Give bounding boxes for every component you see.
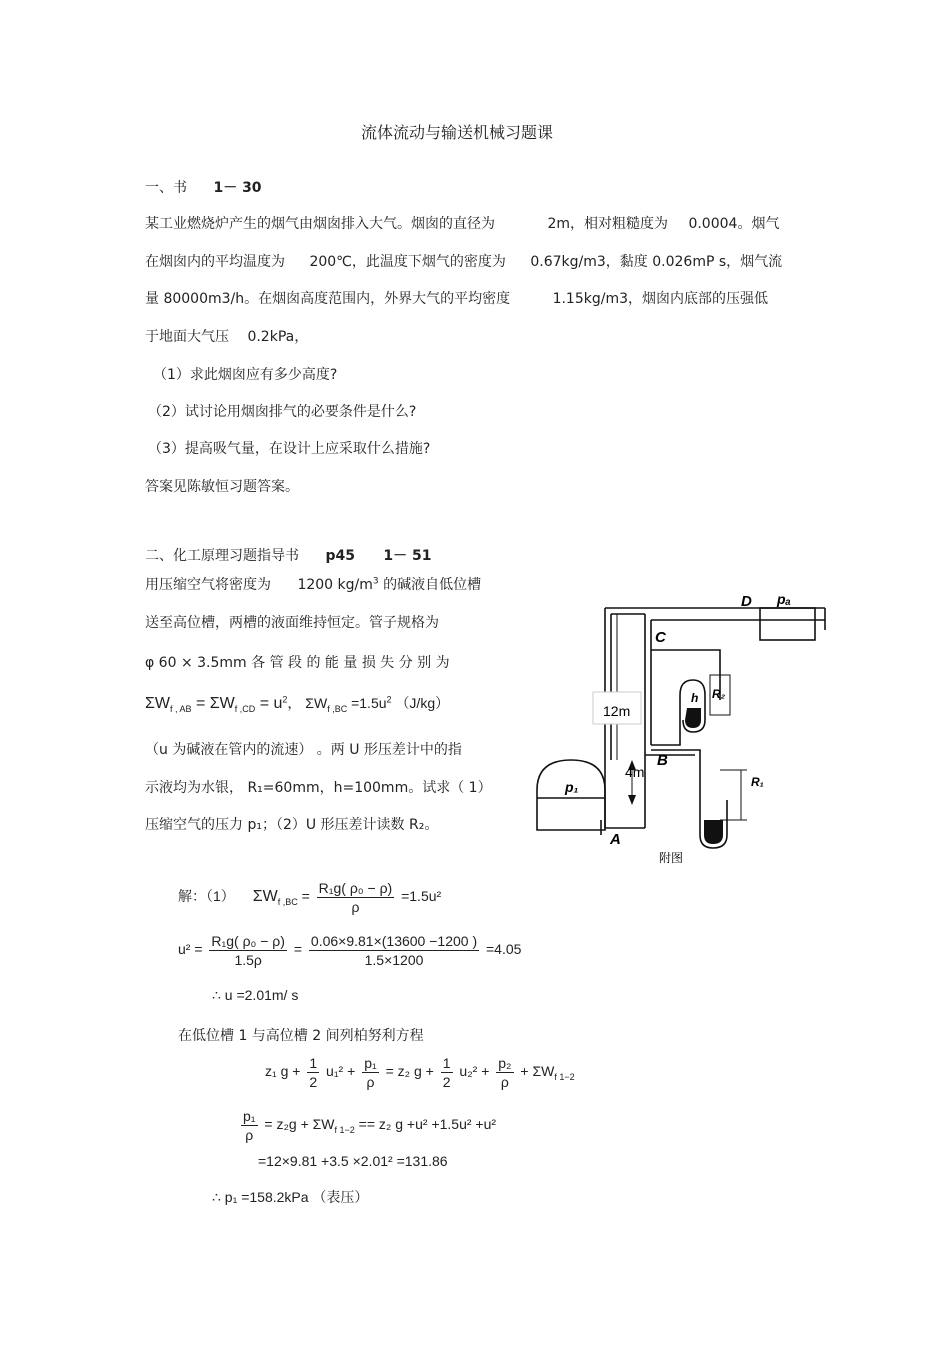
- label-R2: R₂: [712, 687, 726, 701]
- sol-e1-den: ρ: [351, 899, 360, 915]
- s2-eq-g: ， ΣW: [287, 695, 328, 711]
- sol-e4a: z₁ g +: [265, 1063, 301, 1080]
- half-den-2: 2: [442, 1074, 451, 1090]
- section2-number: 1－ 51: [383, 548, 432, 564]
- s1-answer-note: 答案见陈敏恒习题答案。: [145, 479, 299, 495]
- sol-e4e: + ΣW: [520, 1063, 555, 1080]
- solution-eq-6: =12×9.81 +3.5 ×2.01² =131.86: [258, 1153, 448, 1169]
- half-den-1: 2: [309, 1074, 318, 1090]
- label-4m: 4m: [625, 764, 645, 780]
- s1-l2-c: 0.67kg/m3，黏度 0.026mP s，烟气流: [530, 254, 783, 270]
- sol-e4d: u₂² +: [459, 1063, 490, 1080]
- p2-num: p₂: [498, 1055, 512, 1071]
- sol-e4sub: f 1−2: [554, 1072, 575, 1082]
- s2-line-6: 示液均为水银， R₁=60mm，h=100mm。试求（ 1）: [145, 780, 492, 796]
- s1-l1-c: 0.0004。烟气: [688, 216, 780, 232]
- label-h: h: [691, 691, 699, 705]
- sol-e1-fraction: [317, 880, 395, 915]
- s1-l3-a: 量 80000m3/h。在烟囱高度范围内，外界大气的平均密度: [145, 291, 511, 307]
- section1-heading-label: 一、书: [145, 180, 187, 196]
- solution-eq-3: ∴ u =2.01m/ s: [212, 987, 299, 1003]
- label-B: B: [657, 752, 668, 769]
- sol-e4-p1-frac: [362, 1055, 379, 1090]
- s1-l2-a: 在烟囱内的平均温度为: [145, 254, 285, 270]
- sol-e1-num: R₁g( ρ₀ − ρ): [318, 880, 393, 896]
- s2-eq-f: 2: [282, 694, 288, 705]
- s1-line-1: [145, 213, 779, 233]
- solution-eq-2: u² = $\frac{\text{R₁g( ρ₀ − ρ)}}{1.5\rho}$ = $\frac{0.06\times 9.81\times(13600 -1200 )}{1.5\times 1200}$ =4.05: [178, 933, 522, 968]
- label-pa: pₐ: [777, 591, 791, 607]
- s1-l1-b: 2m，相对粗糙度为: [547, 216, 668, 232]
- sol-e1-right: =1.5u²: [401, 888, 442, 905]
- section2-heading: [145, 545, 432, 565]
- s2-eq-i: =1.5u: [347, 695, 387, 711]
- solution-eq-1: 解：（1） $\Sigma W_{f ,BC}$ = $\frac{\text{R₁g( ρ₀ − ρ)}}{\rho}$ =1.5u²: [178, 880, 442, 915]
- sol-e1-sub: f ,BC: [277, 897, 298, 907]
- label-D: D: [741, 593, 752, 610]
- sol-e2-fraction-1: [209, 933, 287, 968]
- sol-e2-den1: 1.5ρ: [234, 952, 262, 968]
- solution-eq-7: ∴ p₁ =158.2kPa （表压）: [212, 1189, 369, 1205]
- s1-l1-a: 某工业燃烧炉产生的烟气由烟囱排入大气。烟囱的直径为: [145, 216, 495, 232]
- sol-e1-left: ΣW: [252, 888, 278, 906]
- p1-num: p₁: [364, 1055, 377, 1071]
- page-title: 流体流动与输送机械习题课: [361, 123, 554, 142]
- section2-page: p45: [325, 548, 355, 564]
- figure-caption: 附图: [659, 851, 684, 865]
- low-tank: [537, 760, 605, 830]
- s2-l1-a: 用压缩空气将密度为: [145, 577, 271, 593]
- s2-line-2: 送至高位槽，两槽的液面维持恒定。管子规格为: [145, 615, 439, 631]
- s1-question-2: （2）试讨论用烟囱排气的必要条件是什么?: [148, 404, 417, 420]
- sol-e2-num2: 0.06×9.81×(13600 −1200 ): [310, 933, 478, 949]
- s2-l1-sup: 3: [372, 576, 379, 587]
- s2-l1-c: 的碱液自低位槽: [383, 577, 482, 593]
- s1-l4-a: 于地面大气压: [145, 329, 229, 345]
- s2-eq-b: f , AB: [170, 703, 192, 714]
- section1-number: 1－ 30: [213, 180, 262, 196]
- s2-energy-loss-eq: [145, 693, 449, 714]
- s1-l4-b: 0.2kPa，: [247, 329, 309, 345]
- label-p1: p₁: [565, 779, 579, 795]
- half-num-1: 1: [309, 1055, 318, 1071]
- s2-eq-c: = ΣW: [191, 695, 235, 712]
- e5-p1-num: p₁: [243, 1108, 256, 1124]
- sol-e2-num1: R₁g( ρ₀ − ρ): [211, 933, 285, 949]
- s1-question-3: （3）提高吸气量，在设计上应采取什么措施?: [148, 441, 431, 457]
- s1-line-2: [145, 251, 782, 271]
- high-tank: [760, 608, 815, 640]
- bernoulli-equation: [265, 1055, 575, 1090]
- rho-den-2: ρ: [500, 1074, 509, 1090]
- sol-e4-p2-frac: [496, 1055, 513, 1090]
- solution-text: 在低位槽 1 与高位槽 2 间列柏努利方程: [178, 1028, 424, 1044]
- sol-e2-fraction-2: [309, 933, 479, 968]
- s2-line-5: （u 为碱液在管内的流速） 。两 U 形压差计中的指: [145, 742, 462, 758]
- s2-line-1: [145, 574, 481, 594]
- s1-l2-b: 200℃，此温度下烟气的密度为: [309, 254, 506, 270]
- pipeline-figure: [515, 580, 835, 870]
- sol-e5-tail: == z₂ g +u² +1.5u² +u²: [354, 1116, 497, 1133]
- label-12m: 12m: [603, 703, 631, 719]
- label-C: C: [655, 629, 666, 646]
- label-A: A: [610, 831, 621, 848]
- s1-line-4: [145, 326, 308, 346]
- section2-heading-label: 二、化工原理习题指导书: [145, 548, 299, 564]
- s2-l1-b: 1200 kg/m: [297, 577, 373, 593]
- sol-e4-half-2: [441, 1055, 453, 1090]
- s2-eq-h: f ,BC: [327, 703, 348, 714]
- label-R1: R₁: [751, 775, 764, 789]
- sol-intro: 解：（1）: [178, 888, 235, 905]
- section1-heading: [145, 177, 262, 197]
- s2-eq-a: ΣW: [145, 695, 170, 712]
- sol-e4b: u₁² +: [326, 1063, 356, 1080]
- rho-den-1: ρ: [366, 1074, 375, 1090]
- sol-e4-half-1: [307, 1055, 319, 1090]
- sol-e5-sub: f 1−2: [334, 1125, 355, 1135]
- s2-line-7: 压缩空气的压力 p₁；（2）U 形压差计读数 R₂。: [145, 817, 439, 833]
- half-num-2: 1: [442, 1055, 451, 1071]
- solution-eq-5: [238, 1108, 496, 1143]
- sol-e4c: = z₂ g +: [385, 1063, 434, 1080]
- sol-e2-left: u² =: [178, 941, 203, 958]
- s1-question-1: （1）求此烟囱应有多少高度?: [153, 367, 338, 383]
- s2-eq-j: 2: [386, 694, 392, 705]
- s2-line-3: φ 60 × 3.5mm 各 管 段 的 能 量 损 失 分 别 为: [145, 655, 450, 671]
- sol-e2-right: =4.05: [486, 941, 522, 958]
- sol-e5-right: = z₂g + ΣW: [264, 1116, 335, 1133]
- sol-e5-frac: [241, 1108, 258, 1143]
- e5-rho-den: ρ: [245, 1127, 254, 1143]
- sol-e2-den2: 1.5×1200: [364, 952, 424, 968]
- s2-eq-e: = u: [255, 695, 283, 712]
- s1-line-3: [145, 288, 768, 308]
- s1-l3-b: 1.15kg/m3，烟囱内底部的压强低: [552, 291, 769, 307]
- s2-eq-d: f ,CD: [234, 703, 256, 714]
- s2-eq-k: （J/kg）: [395, 695, 450, 711]
